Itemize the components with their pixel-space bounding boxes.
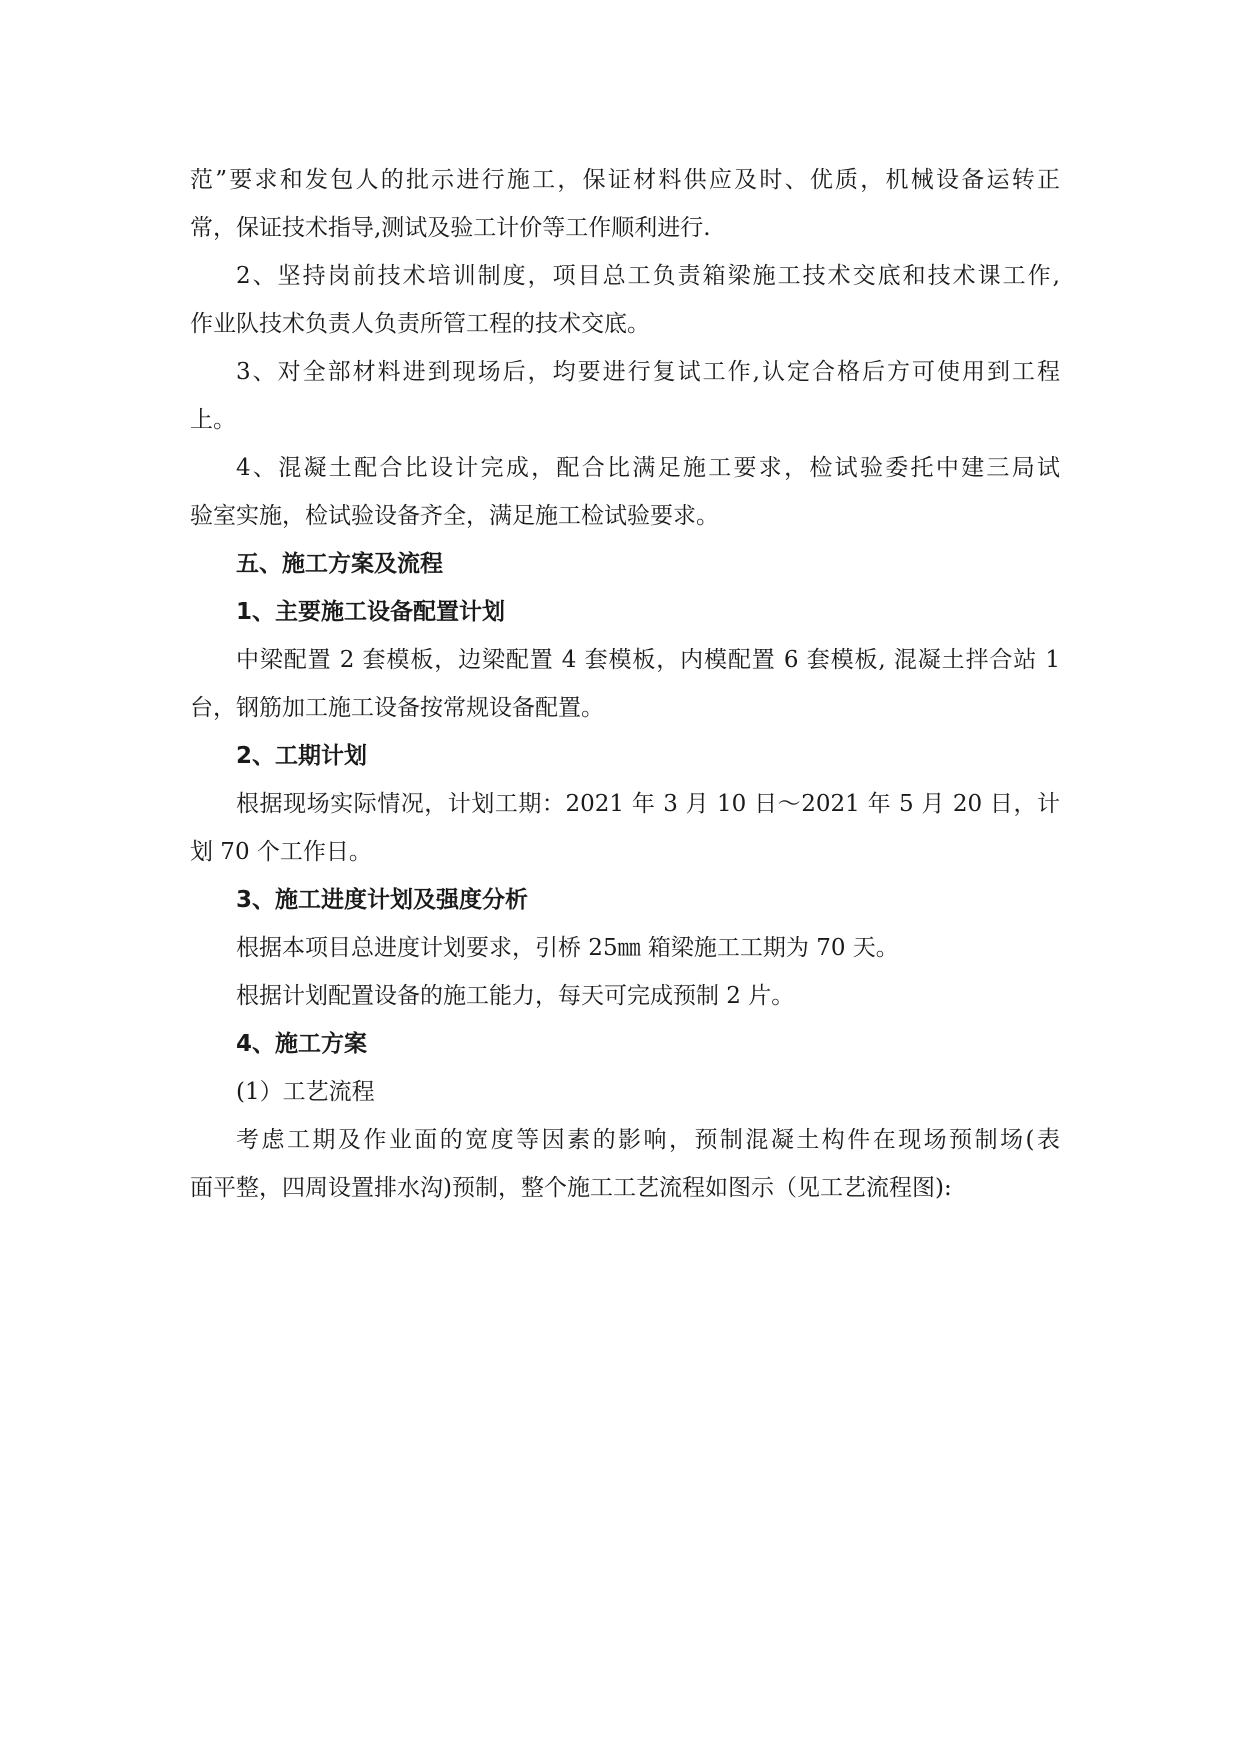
- paragraph-line: 常，保证技术指导,测试及验工计价等工作顺利进行.: [190, 215, 711, 241]
- subsection-heading: 4、施工方案: [236, 1031, 368, 1057]
- paragraph-line: 4、混凝土配合比设计完成，配合比满足施工要求，检试验委托中建三局试: [236, 455, 1060, 481]
- document-body: [190, 156, 1060, 1212]
- subsection-heading: 1、主要施工设备配置计划: [236, 599, 506, 625]
- paragraph-line: 根据本项目总进度计划要求，引桥 25㎜ 箱梁施工工期为 70 天。: [236, 935, 899, 961]
- item-heading: (1）工艺流程: [236, 1079, 375, 1105]
- paragraph-line: 台，钢筋加工施工设备按常规设备配置。: [190, 695, 604, 721]
- paragraph-line: 考虑工期及作业面的宽度等因素的影响，预制混凝土构件在现场预制场(表: [236, 1127, 1060, 1153]
- paragraph-line: 范”要求和发包人的批示进行施工，保证材料供应及时、优质，机械设备运转正: [190, 167, 1060, 193]
- section-heading: 五、施工方案及流程: [236, 551, 443, 577]
- paragraph-line: 面平整，四周设置排水沟)预制，整个施工工艺流程如图示（见工艺流程图):: [190, 1175, 952, 1201]
- subsection-heading: 3、施工进度计划及强度分析: [236, 887, 529, 913]
- paragraph-line: 中梁配置 2 套模板，边梁配置 4 套模板，内模配置 6 套模板, 混凝土拌合站 1: [236, 647, 1060, 673]
- paragraph-line: 验室实施，检试验设备齐全，满足施工检试验要求。: [190, 503, 719, 529]
- paragraph-line: 根据计划配置设备的施工能力，每天可完成预制 2 片。: [236, 983, 795, 1009]
- subsection-heading: 2、工期计划: [236, 743, 368, 769]
- paragraph-line: 3、对全部材料进到现场后，均要进行复试工作,认定合格后方可使用到工程: [236, 359, 1060, 385]
- paragraph-line: 根据现场实际情况，计划工期：2021 年 3 月 10 日～2021 年 5 月 20 日，计: [236, 791, 1060, 817]
- paragraph-line: 作业队技术负责人负责所管工程的技术交底。: [190, 311, 650, 337]
- paragraph-line: 划 70 个工作日。: [190, 839, 372, 865]
- paragraph-line: 上。: [190, 407, 236, 433]
- paragraph-line: 2、坚持岗前技术培训制度，项目总工负责箱梁施工技术交底和技术课工作,: [236, 263, 1060, 289]
